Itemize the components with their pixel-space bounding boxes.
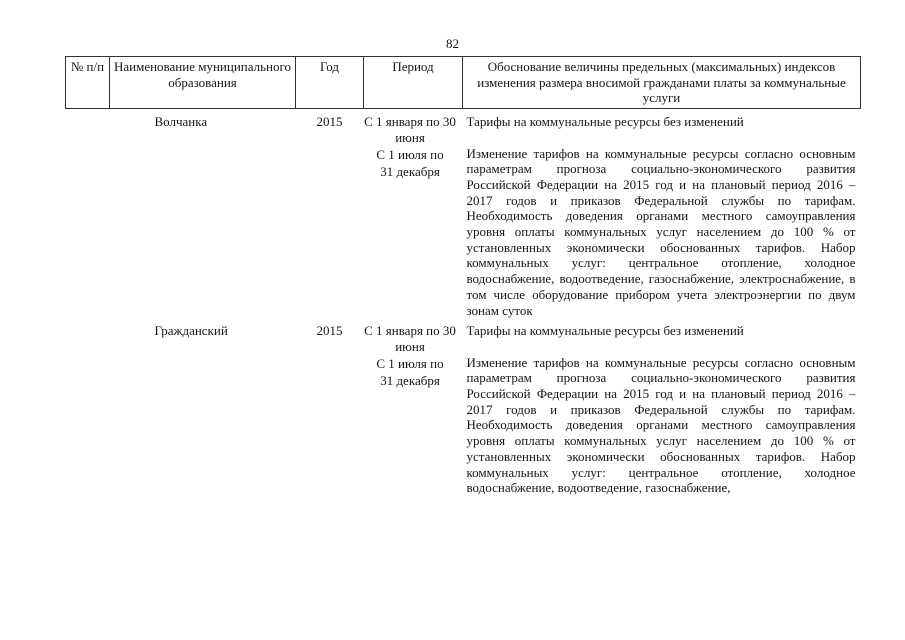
justification-second-half: Изменение тарифов на коммунальные ресурсы согласно основным параметрам прогноза социально-экономического развития Российской Федерации на 2015 год и на плановый период 2016 – 2017 годов и приказов Федеральной службы по тарифам. Необходимость доведения органами местного самоуправления уровня оплаты коммунальных услуг населением до 100 % от установленных экономически обоснованных тарифов. Набор коммунальных услуг: центральное отопление, холодное водоснабжение, водоотведение, газоснабжение,	[466, 354, 856, 496]
period-second-half-end: 31 декабря	[380, 164, 440, 180]
table-header	[66, 57, 861, 109]
justification-second-half: Изменение тарифов на коммунальные ресурсы согласно основным параметрам прогноза социально-экономического развития Российской Федерации на 2015 год и на плановый период 2016 – 2017 годов и приказов Федеральной службы по тарифам. Необходимость доведения органами местного самоуправления уровня оплаты коммунальных услуг населением до 100 % от установленных экономически обоснованных тарифов. Набор коммунальных услуг: центральное отопление, холодное водоснабжение, водоотведение, газоснабжение, электроснабжение, в том числе оборудование прибором учета электроэнергии по двум зонам суток	[466, 145, 856, 318]
year-value: 2015	[316, 323, 343, 339]
year-value: 2015	[316, 114, 343, 130]
row-number	[66, 109, 110, 319]
justification-first-half: Тарифы на коммунальные ресурсы без изменений	[466, 114, 744, 130]
header-justification: Обоснование величины предельных (максимальных) индексов изменения размера вносимой гражданами платы за коммунальные услуги	[463, 57, 861, 109]
table-row	[66, 109, 861, 319]
header-year: Год	[296, 57, 364, 109]
period-first-half: С 1 января по 30 июня	[364, 114, 456, 145]
period-first-half: С 1 января по 30 июня	[364, 323, 456, 354]
justification-cell	[463, 318, 861, 496]
justification-first-half: Тарифы на коммунальные ресурсы без изменений	[466, 323, 744, 339]
header-period: Период	[364, 57, 463, 109]
table-row	[66, 318, 861, 496]
header-municipality: Наименование муниципального образования	[110, 57, 296, 109]
period-cell	[364, 109, 463, 319]
row-number	[66, 318, 110, 496]
period-second-half-start: С 1 июля по	[376, 146, 444, 162]
header-number: № п/п	[66, 57, 110, 109]
justification-cell	[463, 109, 861, 319]
period-cell	[364, 318, 463, 496]
page-number: 82	[446, 36, 459, 51]
tariff-table	[65, 56, 861, 496]
municipality-name: Волчанка	[154, 114, 208, 130]
period-second-half-start: С 1 июля по	[376, 355, 444, 371]
municipality-name: Гражданский	[154, 323, 228, 339]
period-second-half-end: 31 декабря	[380, 373, 440, 389]
